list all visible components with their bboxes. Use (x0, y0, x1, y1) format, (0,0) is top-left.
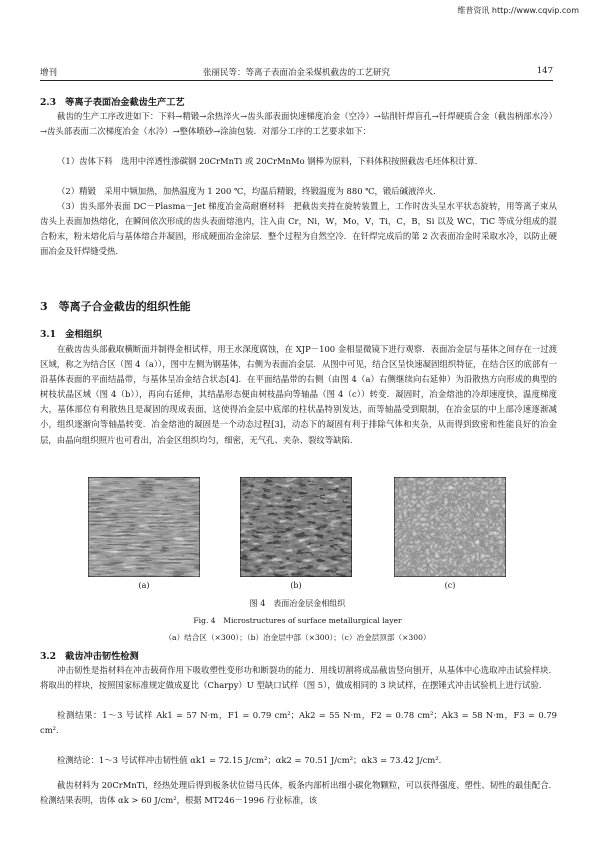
section-3-2-para-1: 冲击韧性是指材料在冲击载荷作用下吸收塑性变形功和断裂功的能力．用线切割将成品截齿竖向刨开，从基体中心选取冲击试验样块．将取出的样块，按照国家标准规定做成夏比（Charpy）U 型缺口试样（图 5），做成相同的 3 块试样，在摆锤式冲击试验机上进行试验． (40, 665, 557, 691)
figure-caption-subparts: （a）结合区（×300）；（b）冶金层中部（×300）；（c）冶金层顶部（×300） (164, 633, 431, 642)
micrograph-a (88, 477, 200, 577)
micrograph-c (394, 477, 506, 577)
section-2-3-para-4: （3）齿头部外表面 DC－Plasma－Jet 梯度冶金高耐磨材料 把截齿夹持在旋转装置上，工作时齿头呈水平状态旋转，用等离子束从齿头上表面加热熔化，在瞬间依次形成的齿头表面熔池内，注入由 Cr，Ni，W，Mo，V，Ti，C，B，Si 以及 WC，TiC 等成分组成的混合粉末，粉末熔化后与基体熔合并凝固，形成硬面冶金涂层．整个过程为自然空冷．在钎焊完成后的第 2 次表面冶金时采取水冷，以防止硬面冶金及钎焊缝受热． (40, 201, 557, 257)
section-3-2-para-2: 检测结果：1～3 号试样 Ak1 = 57 N·m，F1 = 0.79 cm²；Ak2 = 55 N·m，F2 = 0.78 cm²；Ak3 = 58 N·m，F3 = 0.79 cm²． (40, 710, 557, 736)
watermark: 维普资讯 http://www.cqvip.com (457, 6, 579, 15)
page-number: 147 (536, 66, 553, 76)
figure-caption-cn: 图 4 表面冶金层金相组织 (249, 599, 346, 608)
section-2-3-para-2: （1）齿体下料 选用中淬透性渗碳钢 20CrMnTi 或 20CrMnMo 钢棒为原料，下料体积按照截齿毛坯体积计算． (57, 156, 484, 166)
figure-label-a: (a) (138, 581, 150, 590)
section-3-1-para-1: 在截齿齿头部截取横断面并制得金相试样，用王水深度腐蚀，在 XJP－100 金相显微镜下进行观察．表面冶金层与基体之间存在一过渡区域，称之为结合区（图 4（a）），图中左侧为钢基体，右侧为表面冶金层．从图中可见，结合区呈快速凝固组织特征，在结合区的底部有一沿基体表面的平面结晶带，与基体呈冶金结合状态[4]．在平面结晶带的右侧（由图 4（a）右侧继续向右延伸）为沿散热方向形成的典型的树枝状晶区域（图 4（b）），再向右延伸，其结晶形态便由树枝晶向等轴晶（图 4（c））转变．凝固时，冶金熔池的冷却速度快，温度梯度大，基体部位有利散热且是凝固的现成表面，这使得冶金层中底部的柱状晶特别发达，而等轴晶受到限制，在冶金层的中上部冷速逐渐减小，组织逐渐向等轴晶转变．冶金熔池的凝固是一个动态过程[3]，动态下的凝固有利于排除气体和夹杂，从而得到致密和性能良好的冶金层，由晶向组织照片也可看出，冶金区组织均匀，细密，无气孔、夹杂、裂纹等缺陷． (40, 344, 557, 445)
figure-label-b: (b) (290, 581, 302, 590)
section-3-heading: 3 等离子合金截齿的组织性能 (40, 300, 191, 313)
micrograph-b (240, 477, 352, 577)
section-3-2-para-4: 截齿材料为 20CrMnTi，经热处理后得到板条状位错马氏体，板条内部析出细小碳化物颗粒，可以获得强度、塑性、韧性的最佳配合．检测结果表明，齿体 αk > 60 J/cm²，根据 MT246－1996 行业标准，该 (40, 780, 557, 806)
section-2-3-para-3: （2）精锻 采用中频加热，加热温度为 1 200 ℃，均温后精锻，终锻温度为 880 ℃，锻后碱液淬火． (57, 186, 442, 196)
section-3-2-heading: 3.2 截齿冲击韧性检测 (40, 651, 139, 662)
header-title: 张丽民等：等离子表面冶金采煤机截齿的工艺研究 (202, 68, 390, 78)
figure-caption-en: Fig. 4 Microstructures of surface metallurgical layer (193, 616, 402, 625)
running-header (40, 66, 553, 81)
header-issue: 增刊 (40, 68, 58, 78)
section-2-3-para-1: 截齿的生产工序改进如下：下料→精锻→余热淬火→齿头部表面快速梯度冶金（空冷）→钻削钎焊盲孔→钎焊硬质合金（截齿柄部水冷）→齿头部表面二次梯度冶金（水冷）→整体喷砂→涂油包装．对部分工序的工艺要求如下： (40, 111, 557, 137)
section-3-2-para-3: 检测结论：1～3 号试样冲击韧性值 αk1 = 72.15 J/cm²；αk2 = 70.51 J/cm²；αk3 = 73.42 J/cm²． (57, 755, 447, 765)
section-2-3-heading: 2.3 等离子表面冶金截齿生产工艺 (40, 97, 185, 108)
figure-label-c: (c) (444, 581, 456, 590)
section-3-1-heading: 3.1 金相组织 (40, 329, 102, 340)
